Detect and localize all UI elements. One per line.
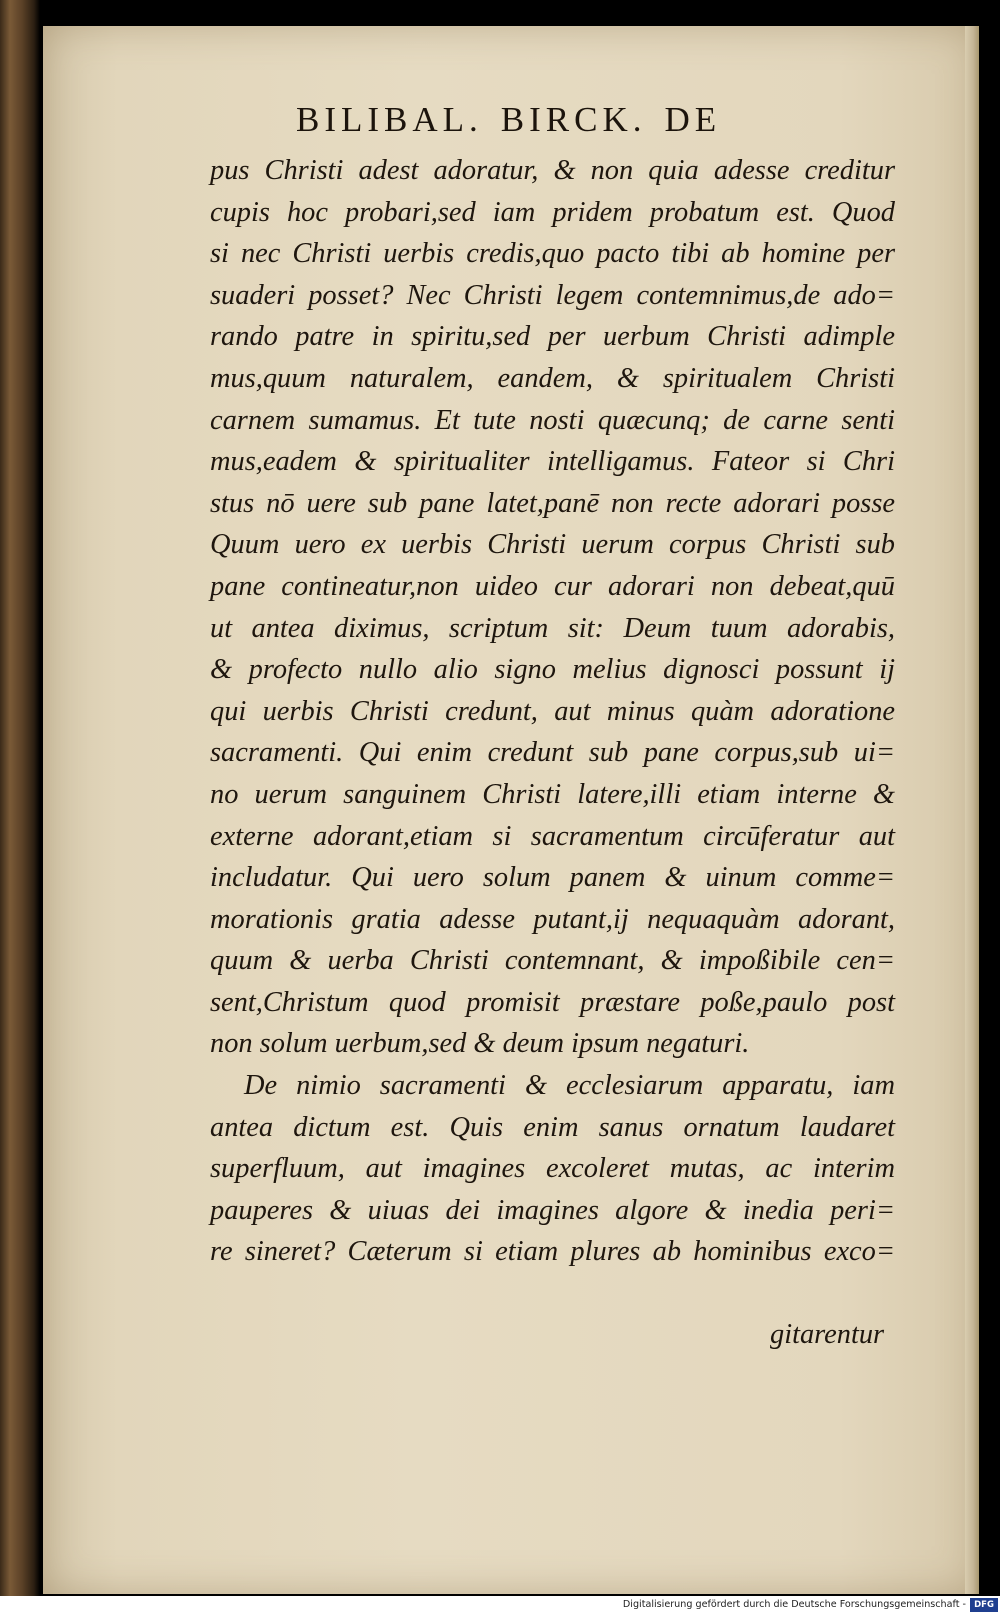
text-line: pauperes & uiuas dei imagines algore & inedia peri= (210, 1194, 895, 1226)
text-line: suaderi posset? Nec Christi legem contemnimus,de ado= (210, 279, 895, 311)
text-line: Quum uero ex uerbis Christi uerum corpus Christi sub (210, 529, 895, 561)
text-line: non solum uerbum,sed & deum ipsum negaturi. (210, 1028, 750, 1060)
text-line: no uerum sanguinem Christi latere,illi etiam interne & (210, 778, 895, 810)
paragraph-start-line: De nimio sacramenti & ecclesiarum apparatu, iam (244, 1070, 895, 1102)
text-line: re sineret? Cæterum si etiam plures ab hominibus exco= (210, 1236, 895, 1268)
running-head-word: BIRCK. (500, 100, 647, 139)
text-line: qui uerbis Christi credunt, aut minus quàm adoratione (210, 695, 895, 727)
running-head (296, 100, 739, 140)
text-line: sent,Christum quod promisit præstare poße,paulo post (210, 986, 895, 1018)
digitization-credit: Digitalisierung gefördert durch die Deutsche Forschungsgemeinschaft - (622, 1599, 966, 1610)
dfg-logo: DFG (970, 1598, 998, 1612)
text-line: mus,eadem & spiritualiter intelligamus. Fateor si Chri (210, 446, 895, 478)
text-line: includatur. Qui uero solum panem & uinum comme= (210, 862, 895, 894)
text-line: antea dictum est. Quis enim sanus ornatum laudaret (210, 1111, 895, 1143)
running-head-word: BILIBAL. (296, 100, 483, 139)
text-line: sacramenti. Qui enim credunt sub pane corpus,sub ui= (210, 737, 895, 769)
text-line: stus nō uere sub pane latet,panē non recte adorari posse (210, 487, 895, 519)
catchword: gitarentur (770, 1319, 885, 1350)
text-line: pane contineatur,non uideo cur adorari non debeat,quū (210, 570, 895, 602)
text-line: mus,quum naturalem, eandem, & spiritualem Christi (210, 362, 895, 394)
running-head-word: DE (664, 100, 722, 139)
text-line: externe adorant,etiam si sacramentum circūferatur aut (210, 820, 895, 852)
text-line: morationis gratia adesse putant,ij nequaquàm adorant, (210, 903, 895, 935)
text-line: carnem sumamus. Et tute nosti quæcunq; de carne senti (210, 404, 895, 436)
page-edge (965, 26, 979, 1594)
text-line: quum & uerba Christi contemnant, & impoßibile cen= (210, 945, 895, 977)
text-line: superfluum, aut imagines excoleret mutas, ac interim (210, 1153, 895, 1185)
text-line: rando patre in spiritu,sed per uerbum Christi adimple (210, 321, 895, 353)
text-line: si nec Christi uerbis credis,quo pacto tibi ab homine per (210, 238, 895, 270)
text-line: ut antea diximus, scriptum sit: Deum tuum adorabis, (210, 612, 895, 644)
text-line: pus Christi adest adoratur, & non quia adesse creditur (210, 155, 895, 186)
text-line: & profecto nullo alio signo melius dignosci possunt ij (210, 654, 895, 686)
text-line: cupis hoc probari,sed iam pridem probatum est. Quod (210, 196, 895, 228)
body-text (210, 150, 895, 1273)
